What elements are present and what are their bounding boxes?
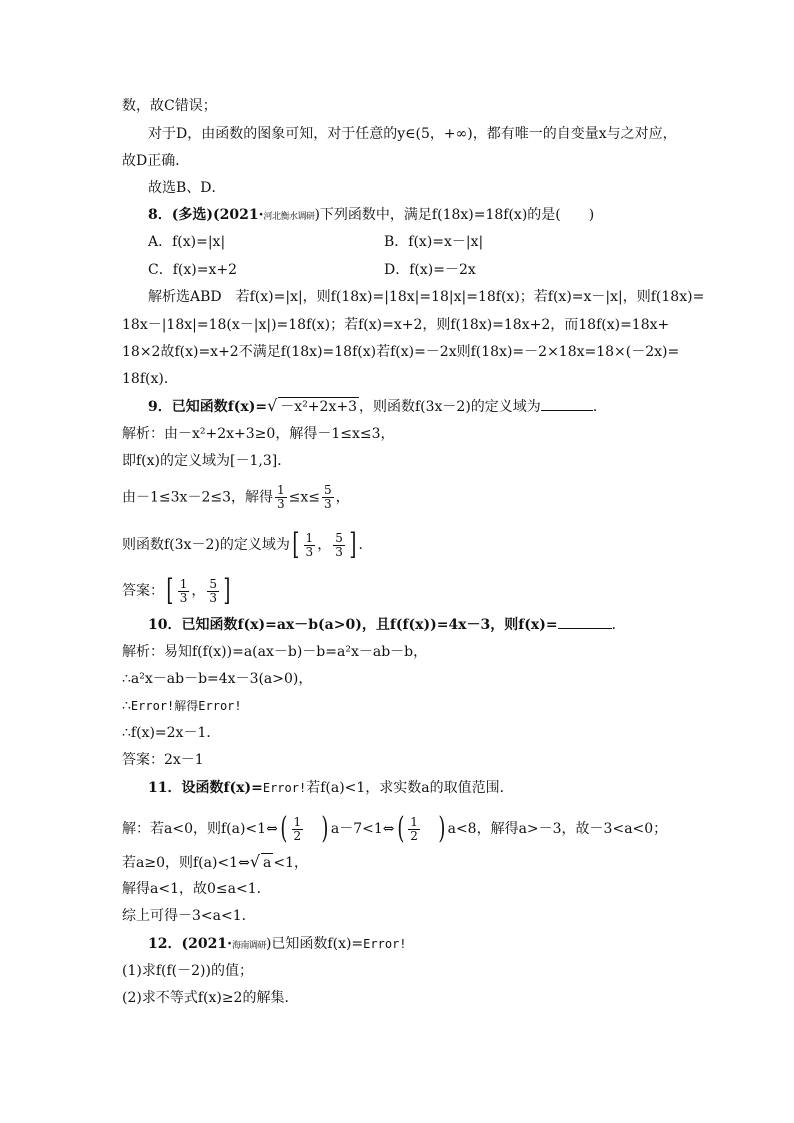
text: ． bbox=[358, 537, 373, 553]
question-9-analysis-2 bbox=[122, 452, 291, 470]
fraction bbox=[333, 532, 345, 559]
fraction bbox=[304, 532, 316, 559]
numerator: 1 bbox=[410, 814, 418, 829]
question-11-answer bbox=[122, 907, 256, 925]
question-12-stem bbox=[148, 935, 407, 955]
question-9-analysis-3 bbox=[122, 484, 350, 511]
source-tag: 河北衡水调研 bbox=[263, 212, 315, 222]
question-9-stem bbox=[148, 397, 607, 416]
fraction bbox=[275, 484, 287, 511]
question-12-part-2 bbox=[122, 989, 298, 1007]
question-8-analysis-2 bbox=[122, 316, 669, 334]
right-bracket: ] bbox=[349, 527, 357, 562]
text: 解析：易知f(f(x))=a(ax－b)－b=a²x－ab－b， bbox=[122, 644, 428, 660]
right-bracket: ] bbox=[223, 573, 231, 608]
option-c: C．f(x)=x+2 bbox=[148, 262, 237, 278]
text: 11．设函数f(x)= bbox=[148, 780, 263, 796]
numerator: 1 bbox=[305, 530, 314, 545]
denominator: 2 bbox=[293, 828, 302, 843]
line-d-conclusion bbox=[122, 152, 189, 170]
text: ≤x≤ bbox=[288, 489, 320, 506]
option-a: A．f(x)=|x| bbox=[148, 234, 226, 250]
question-10-analysis-4 bbox=[122, 724, 220, 742]
radicand: －x²+2x+3 bbox=[280, 399, 357, 415]
question-8-stem bbox=[148, 206, 594, 226]
text: 18f(x)． bbox=[122, 371, 178, 387]
text: (1)求f(f(－2))的值； bbox=[122, 963, 253, 979]
denominator: 3 bbox=[277, 497, 285, 511]
text: a<8，解得a>－3，故－3<a<0； bbox=[447, 821, 668, 837]
question-number: 8．(多选)(2021· bbox=[148, 207, 264, 223]
fraction bbox=[408, 816, 420, 843]
question-8-options-cd bbox=[148, 261, 476, 279]
question-10-analysis-1 bbox=[122, 643, 427, 661]
text: (2)求不等式f(x)≥2的解集． bbox=[122, 990, 299, 1006]
denominator: 3 bbox=[335, 544, 343, 559]
question-8-analysis-3 bbox=[122, 343, 679, 361]
text: 解：若a<0，则f(a)<1⇔ bbox=[122, 821, 278, 837]
left-bracket: [ bbox=[292, 527, 300, 562]
denominator: 3 bbox=[179, 590, 188, 605]
denominator: 2 bbox=[410, 828, 418, 843]
text: 即f(x)的定义域为[－1,3]． bbox=[122, 453, 292, 469]
radicand: a bbox=[263, 855, 272, 871]
question-9-analysis-4 bbox=[122, 527, 373, 562]
numerator: 1 bbox=[179, 576, 188, 591]
text: 解析：由－x²+2x+3≥0，解得－1≤x≤3， bbox=[122, 426, 395, 442]
question-11-analysis-1 bbox=[122, 811, 668, 846]
text: 答案：2x－1 bbox=[122, 752, 204, 768]
denominator: 3 bbox=[209, 590, 217, 605]
text: ， bbox=[317, 537, 332, 553]
line-d-analysis bbox=[148, 125, 677, 143]
error-text: Error! bbox=[363, 937, 407, 951]
text: 解析选ABD 若f(x)=|x|，则f(18x)=|18x|=18|x|=18f(x)；若f(x)=x－|x|，则f(18x)= bbox=[148, 289, 705, 305]
question-11-stem bbox=[148, 779, 514, 797]
question-9-analysis-1 bbox=[122, 425, 395, 443]
fraction bbox=[178, 578, 190, 605]
text: 综上可得－3<a<1． bbox=[122, 908, 256, 924]
numerator: 5 bbox=[335, 530, 343, 545]
text: ∴f(x)=2x－1． bbox=[122, 725, 221, 741]
text: 9．已知函数f(x)= bbox=[148, 399, 268, 415]
question-12-part-1 bbox=[122, 962, 253, 980]
option-b: B．f(x)=x－|x| bbox=[384, 234, 484, 250]
radical-sign: √ bbox=[249, 852, 261, 871]
text: 故D正确． bbox=[122, 153, 190, 169]
numerator: 5 bbox=[324, 483, 332, 497]
question-8-analysis-4 bbox=[122, 370, 178, 388]
question-11-analysis-2 bbox=[122, 853, 308, 872]
text: 18x－|18x|=18(x－|x|)=18f(x)；若f(x)=x+2，则f(18x)=18x+2，而18f(x)=18x+ bbox=[122, 317, 670, 333]
error-text: Error!解得Error! bbox=[130, 699, 242, 713]
answer-blank bbox=[558, 616, 612, 629]
question-10-stem bbox=[148, 616, 626, 634]
question-number: 12．(2021· bbox=[148, 936, 232, 952]
text: ∴a²x－ab－b=4x－3(a>0)， bbox=[122, 671, 313, 687]
text: ， bbox=[335, 489, 350, 506]
numerator: 1 bbox=[277, 483, 285, 497]
denominator: 3 bbox=[324, 497, 332, 511]
line-answer-bd bbox=[148, 179, 226, 197]
answer-blank bbox=[541, 398, 593, 411]
source-tag: 海南调研 bbox=[231, 941, 266, 951]
text: a－7<1⇔ bbox=[330, 821, 395, 837]
text: )下列函数中，满足f(18x)=18f(x)的是( ) bbox=[314, 207, 595, 223]
text: 若a≥0，则f(a)<1⇔ bbox=[122, 855, 250, 871]
radical-sign: √ bbox=[267, 396, 278, 415]
fraction bbox=[207, 578, 219, 605]
text: 10．已知函数f(x)=ax－b(a>0)，且f(f(x))=4x－3，则f(x)= bbox=[148, 617, 558, 633]
question-9-answer bbox=[122, 573, 233, 608]
text: ∴ bbox=[122, 698, 131, 714]
text: 则函数f(3x－2)的定义域为 bbox=[122, 537, 290, 553]
option-d: D．f(x)=－2x bbox=[384, 262, 476, 278]
line-c-conclusion bbox=[122, 97, 217, 115]
text: ，则函数f(3x－2)的定义域为 bbox=[358, 399, 541, 415]
text: 对于D，由函数的图象可知，对于任意的y∈(5，+∞)，都有唯一的自变量x与之对应， bbox=[148, 126, 677, 142]
question-11-analysis-3 bbox=[122, 880, 271, 898]
text: 数，故C错误； bbox=[122, 98, 217, 114]
left-paren: ( bbox=[396, 811, 404, 846]
text: 18×2故f(x)=x+2不满足f(18x)=18f(x)若f(x)=－2x则f(18x)=－2×18x=18×(－2x)= bbox=[122, 344, 680, 360]
left-paren: ( bbox=[280, 811, 288, 846]
question-10-analysis-2 bbox=[122, 670, 312, 688]
question-8-analysis-1 bbox=[148, 288, 704, 306]
text: 解得a<1，故0≤a<1． bbox=[122, 881, 271, 897]
numerator: 5 bbox=[209, 576, 217, 591]
text: 由－1≤3x－2≤3，解得 bbox=[122, 489, 273, 506]
text: 若f(a)<1，求实数a的取值范围． bbox=[306, 780, 514, 796]
text: )已知函数f(x)= bbox=[265, 936, 364, 952]
question-10-answer bbox=[122, 751, 204, 769]
right-paren: ) bbox=[321, 811, 329, 846]
text: 故选B、D． bbox=[148, 180, 226, 196]
text: 答案： bbox=[122, 583, 164, 599]
left-bracket: [ bbox=[166, 573, 174, 608]
text: ， bbox=[191, 583, 206, 599]
fraction bbox=[322, 484, 334, 511]
text: ． bbox=[592, 399, 607, 415]
text: <1， bbox=[273, 855, 309, 871]
numerator: 1 bbox=[293, 814, 302, 829]
right-paren: ) bbox=[438, 811, 446, 846]
fraction bbox=[292, 816, 304, 843]
denominator: 3 bbox=[305, 544, 314, 559]
error-text: Error! bbox=[262, 781, 307, 795]
question-10-analysis-3 bbox=[122, 697, 242, 715]
question-8-options-ab bbox=[148, 233, 484, 251]
text: ． bbox=[611, 617, 626, 633]
